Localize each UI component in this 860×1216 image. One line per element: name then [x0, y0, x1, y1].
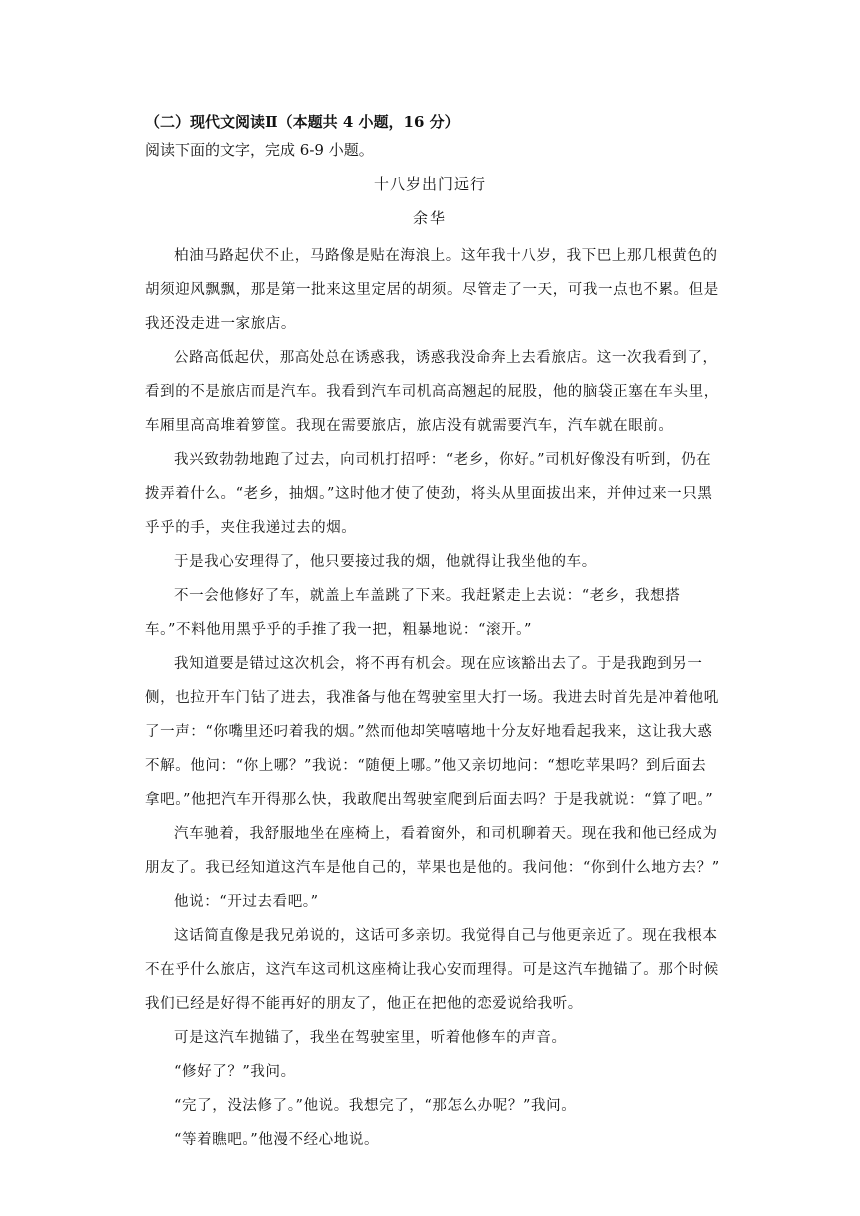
article-title: 十八岁出门远行: [373, 175, 486, 193]
paragraph: 我知道要是错过这次机会，将不再有机会。现在应该豁出去了。于是我跑到另一侧，也拉开车门钻了进去，我准备与他在驾驶室里大打一场。我进去时首先是冲着他吼了一声：“你嘴里还叼着我的烟。”然而他却笑嘻嘻地十分友好地看起我来，这让我大惑不解。他问：“你上哪？”我说：“随便上哪。”他又亲切地问：“想吃苹果吗？到后面去拿吧。”他把汽车开得那么快，我敢爬出驾驶室爬到后面去吗？于是我就说：“算了吧。”: [145, 656, 719, 808]
paragraph: 于是我心安理得了，他只要接过我的烟，他就得让我坐他的车。: [174, 554, 597, 570]
paragraph: 他说：“开过去看吧。”: [174, 894, 319, 910]
paragraph: “等着瞧吧。”他漫不经心地说。: [174, 1132, 380, 1148]
paragraph: 公路高低起伏，那高处总在诱惑我，诱惑我没命奔上去看旅店。这一次我看到了，看到的不是旅店而是汽车。我看到汽车司机高高翘起的屁股，他的脑袋正塞在车头里，车厢里高高堆着箩筐。我现在需要旅店，旅店没有就需要汽车，汽车就在眼前。: [145, 350, 719, 434]
paragraph: 这话简直像是我兄弟说的，这话可多亲切。我觉得自己与他更亲近了。现在我根本不在乎什么旅店，这汽车这司机这座椅让我心安而理得。可是这汽车抛锚了。那个时候我们已经是好得不能再好的朋友了，他正在把他的恋爱说给我听。: [145, 928, 719, 1012]
paragraph: “完了，没法修了。”他说。我想完了，“那怎么办呢？”我问。: [174, 1098, 577, 1114]
paragraph: 柏油马路起伏不止，马路像是贴在海浪上。这年我十八岁，我下巴上那几根黄色的胡须迎风飘飘，那是第一批来这里定居的胡须。尽管走了一天，可我一点也不累。但是我还没走进一家旅店。: [145, 248, 719, 332]
paragraph: “修好了？”我问。: [174, 1064, 296, 1080]
paragraph: 不一会他修好了车，就盖上车盖跳了下来。我赶紧走上去说：“老乡，我想搭车。”不料他用黑乎乎的手推了我一把，粗暴地说：“滚开。”: [145, 588, 681, 638]
paragraph: 我兴致勃勃地跑了过去，向司机打招呼：“老乡，你好。”司机好像没有听到，仍在拨弄着什么。“老乡，抽烟。”这时他才使了使劲，将头从里面拔出来，并伸过来一只黑乎乎的手，夹住我递过去的烟。: [145, 452, 713, 536]
article-author: 余华: [412, 209, 447, 227]
paragraph: 汽车驰着，我舒服地坐在座椅上，看着窗外，和司机聊着天。现在我和他已经成为朋友了。我已经知道这汽车是他自己的，苹果也是他的。我问他：“你到什么地方去？”: [145, 826, 720, 876]
article-body: [145, 239, 721, 1157]
paragraph: 可是这汽车抛锚了，我坐在驾驶室里，听着他修车的声音。: [174, 1030, 567, 1046]
reading-instruction: 阅读下面的文字，完成 6-9 小题。: [145, 141, 374, 159]
section-header: （二）现代文阅读Ⅱ（本题共 4 小题，16 分）: [145, 113, 460, 131]
